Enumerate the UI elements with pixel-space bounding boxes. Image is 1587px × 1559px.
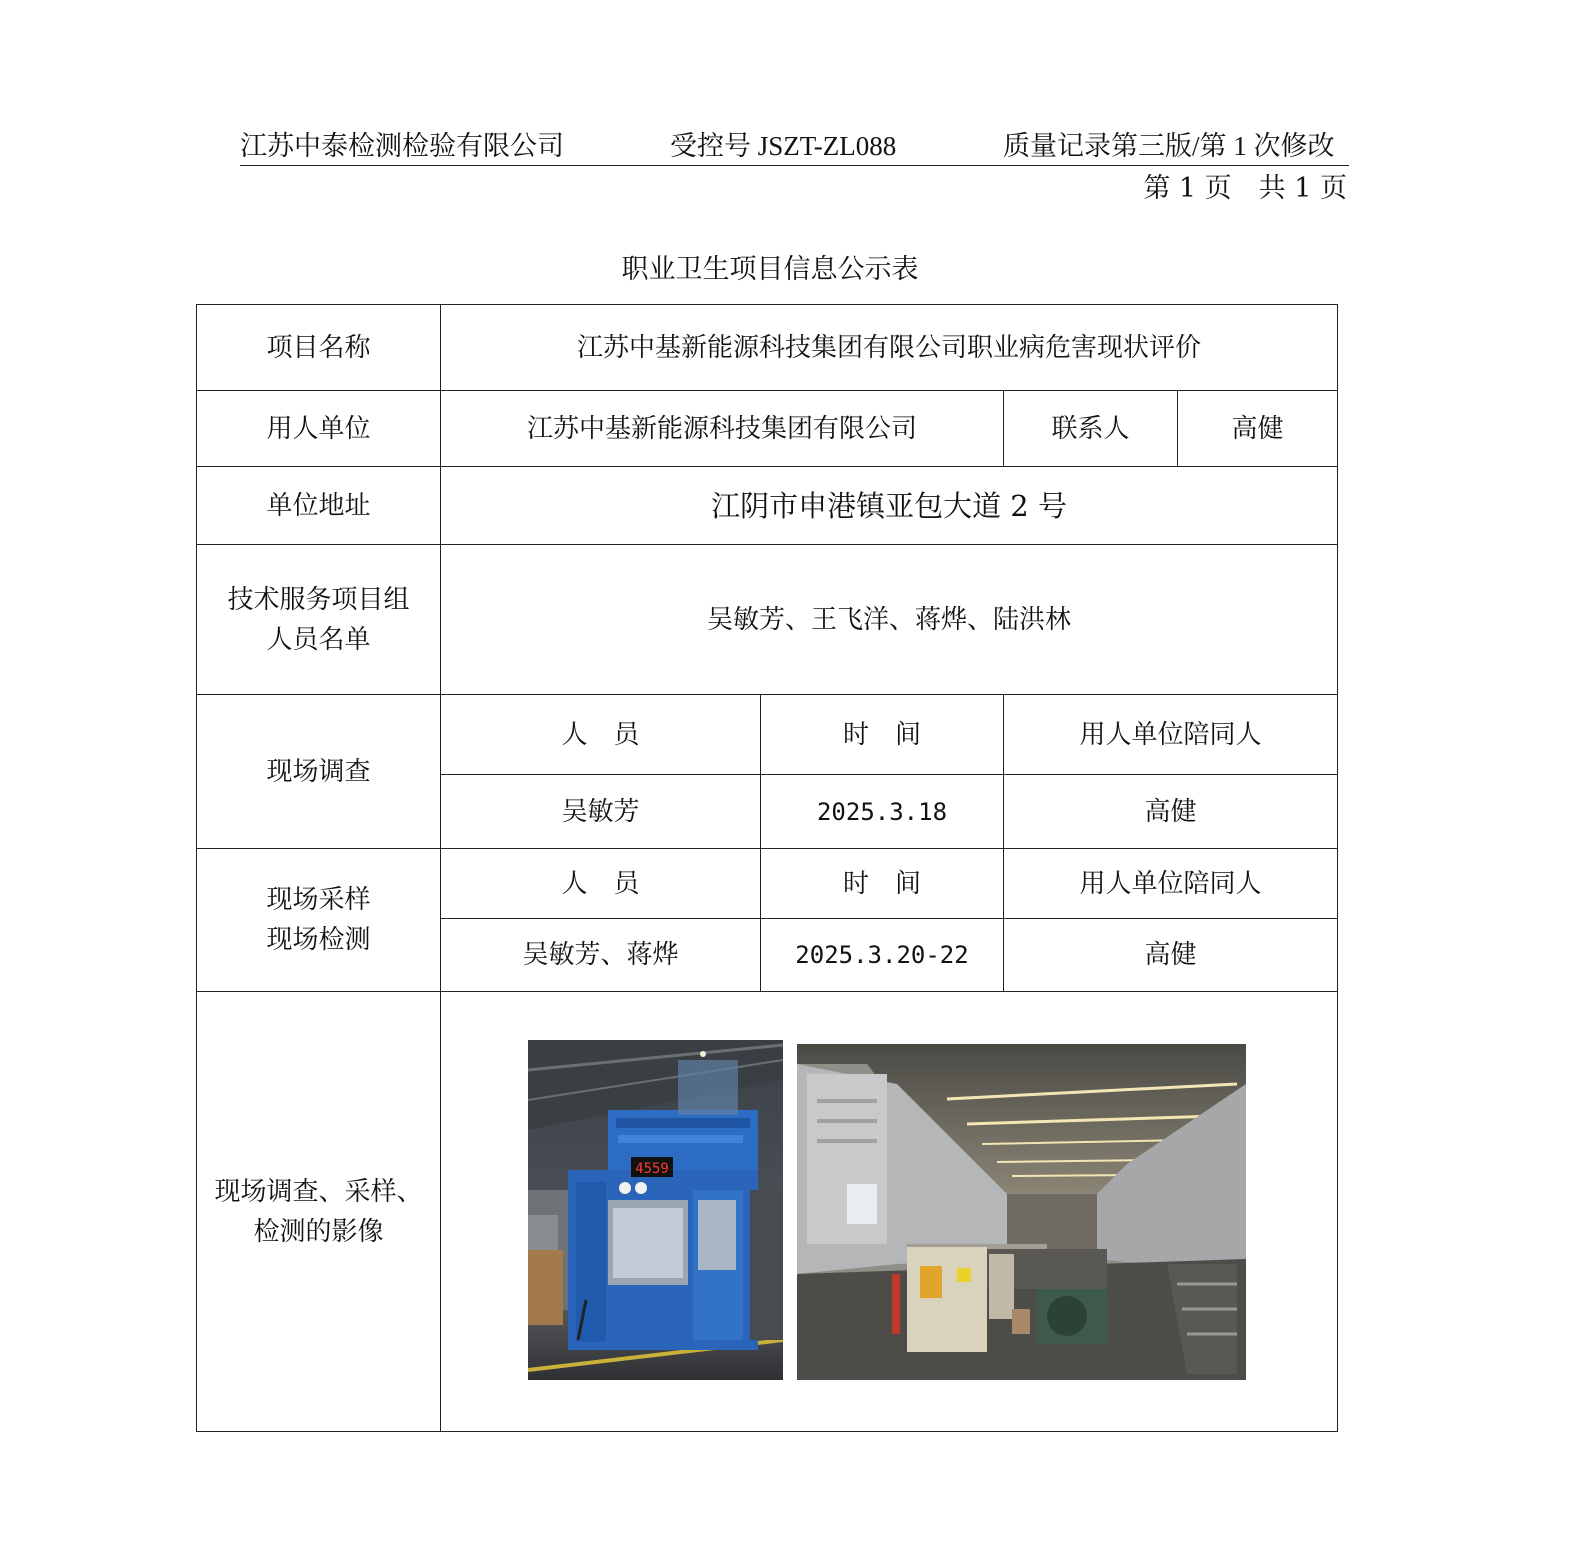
survey-col-person: 人 员 — [441, 695, 761, 775]
contact-value: 高健 — [1178, 391, 1338, 467]
header-company: 江苏中泰检测检验有限公司 — [240, 131, 564, 162]
row-project-name — [197, 305, 1338, 391]
sampling-time: 2025.3.20-22 — [761, 919, 1004, 992]
images-label-line-1: 现场调查、采样、 — [214, 1176, 423, 1207]
sampling-col-escort: 用人单位陪同人 — [1004, 849, 1338, 919]
photo-area — [441, 992, 1337, 1431]
sampling-label — [197, 849, 441, 992]
project-name-value: 江苏中基新能源科技集团有限公司职业病危害现状评价 — [441, 305, 1338, 391]
page-title: 职业卫生项目信息公示表 — [621, 254, 919, 285]
project-name-label: 项目名称 — [197, 305, 441, 391]
sampling-col-time: 时 间 — [761, 849, 1004, 919]
row-team — [197, 545, 1338, 695]
sampling-person: 吴敏芳、蒋烨 — [441, 919, 761, 992]
team-value: 吴敏芳、王飞洋、蒋烨、陆洪林 — [441, 545, 1338, 695]
row-sampling-header — [197, 849, 1338, 919]
images-label — [197, 992, 441, 1432]
sampling-escort: 高健 — [1004, 919, 1338, 992]
survey-label: 现场调查 — [197, 695, 441, 849]
header-control-number: 受控号 JSZT-ZL088 — [670, 131, 897, 161]
sampling-label-line-1: 现场采样 — [266, 885, 371, 915]
survey-col-time: 时 间 — [761, 695, 1004, 775]
address-value: 江阴市申港镇亚包大道 2 号 — [441, 467, 1338, 545]
survey-person: 吴敏芳 — [441, 775, 761, 849]
survey-time: 2025.3.18 — [761, 775, 1004, 849]
images-cell — [441, 992, 1338, 1432]
employer-label: 用人单位 — [197, 391, 441, 467]
sampling-col-person: 人 员 — [441, 849, 761, 919]
survey-escort: 高健 — [1004, 775, 1338, 849]
row-address — [197, 467, 1338, 545]
booth-counter-display: 4559 — [635, 1161, 669, 1177]
survey-col-escort: 用人单位陪同人 — [1004, 695, 1338, 775]
contact-label: 联系人 — [1004, 391, 1178, 467]
address-label: 单位地址 — [197, 467, 441, 545]
page-number: 第 1 页 共 1 页 — [1143, 173, 1347, 204]
furnace-photo-image — [797, 1044, 1246, 1380]
header-edition: 质量记录第三版/第 1 次修改 — [1003, 131, 1335, 161]
team-label — [197, 545, 441, 695]
row-survey-header — [197, 695, 1338, 775]
site-photo-furnace — [797, 1044, 1246, 1380]
images-label-line-2: 检测的影像 — [253, 1216, 384, 1247]
team-label-line-2: 人员名单 — [266, 624, 371, 655]
site-photo-booth — [528, 1040, 783, 1380]
row-images — [197, 992, 1338, 1432]
team-label-line-1: 技术服务项目组 — [227, 584, 410, 615]
info-table — [196, 304, 1338, 1432]
booth-photo-image — [528, 1040, 783, 1380]
sampling-label-line-2: 现场检测 — [266, 925, 371, 955]
employer-value: 江苏中基新能源科技集团有限公司 — [441, 391, 1004, 467]
row-employer — [197, 391, 1338, 467]
